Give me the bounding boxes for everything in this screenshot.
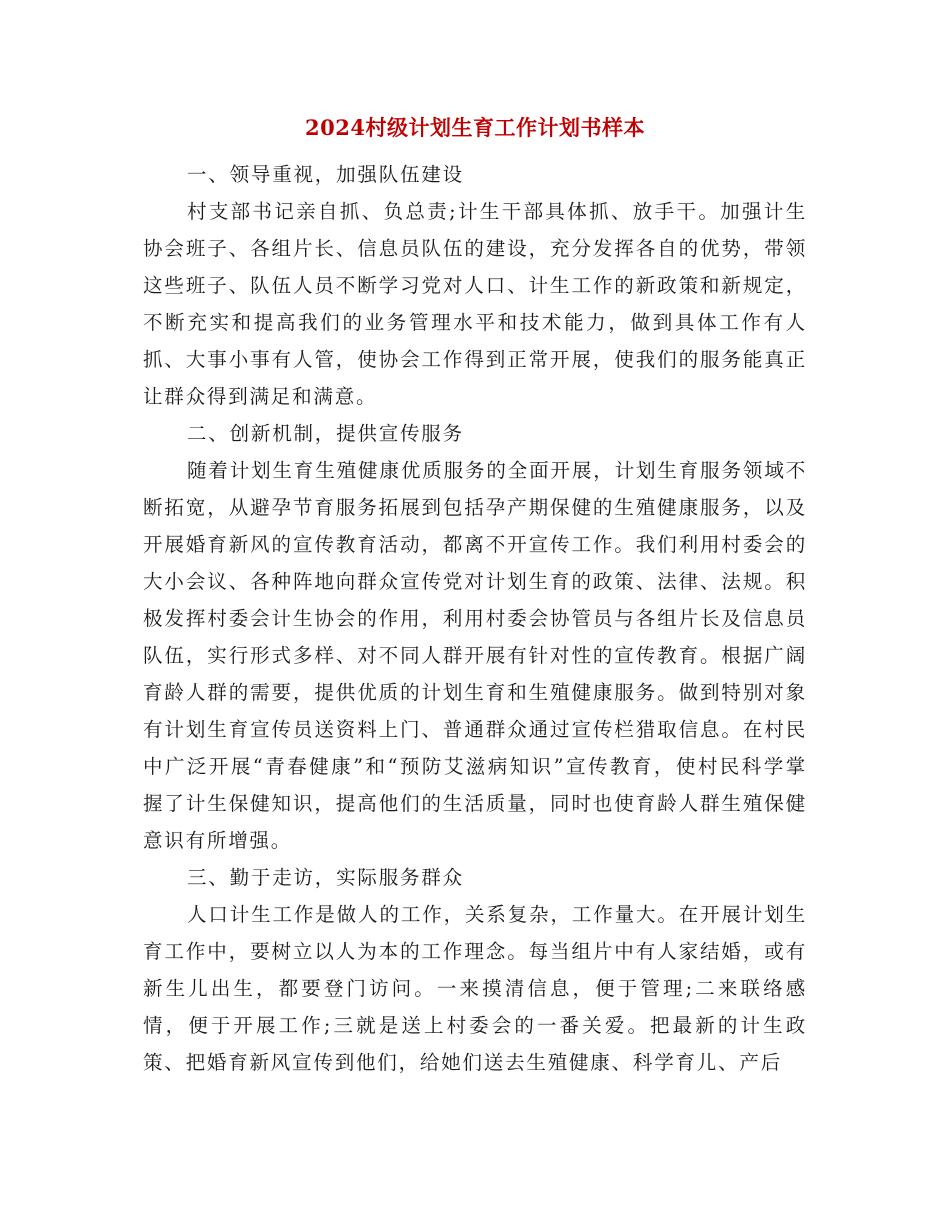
section-paragraph-1: 村支部书记亲自抓、负总责;计生干部具体抓、放手干。加强计生协会班子、各组片长、信息员队伍的建设，充分发挥各自的优势，带领这些班子、队伍人员不断学习党对人口、计生工作的新政策和新规定，不断充实和提高我们的业务管理水平和技术能力，做到具体工作有人抓、大事小事有人管，使协会工作得到正常开展，使我们的服务能真正让群众得到满足和满意。: [143, 200, 807, 408]
section-paragraph-2: 随着计划生育生殖健康优质服务的全面开展，计划生育服务领域不断拓宽，从避孕节育服务拓展到包括孕产期保健的生殖健康服务，以及开展婚育新风的宣传教育活动，都离不开宣传工作。我们利用村委会的大小会议、各种阵地向群众宣传党对计划生育的政策、法律、法规。积极发挥村委会计生协会的作用，利用村委会协管员与各组片长及信息员队伍，实行形式多样、对不同人群开展有针对性的宣传教育。根据广阔育龄人群的需要，提供优质的计划生育和生殖健康服务。做到特别对象有计划生育宣传员送资料上门、普通群众通过宣传栏猎取信息。在村民中广泛开展“青春健康”和“预防艾滋病知识”宣传教育，使村民科学掌握了计生保健知识，提高他们的生活质量，同时也使育龄人群生殖保健意识有所增强。: [143, 459, 807, 852]
document-title: 2024村级计划生育工作计划书样本: [305, 115, 645, 140]
section-heading-1: 一、领导重视，加强队伍建设: [187, 163, 464, 186]
document-body: [143, 156, 807, 1081]
section-paragraph-3: 人口计生工作是做人的工作，关系复杂，工作量大。在开展计划生育工作中，要树立以人为本的工作理念。每当组片中有人家结婚，或有新生儿出生，都要登门访问。一来摸清信息，便于管理;二来联络感情，便于开展工作;三就是送上村委会的一番关爱。把最新的计生政策、把婚育新风宣传到他们，给她们送去生殖健康、科学育儿、产后: [143, 903, 807, 1074]
section-heading-3: 三、勤于走访，实际服务群众: [187, 866, 464, 889]
section-heading-2: 二、创新机制，提供宣传服务: [187, 422, 464, 445]
